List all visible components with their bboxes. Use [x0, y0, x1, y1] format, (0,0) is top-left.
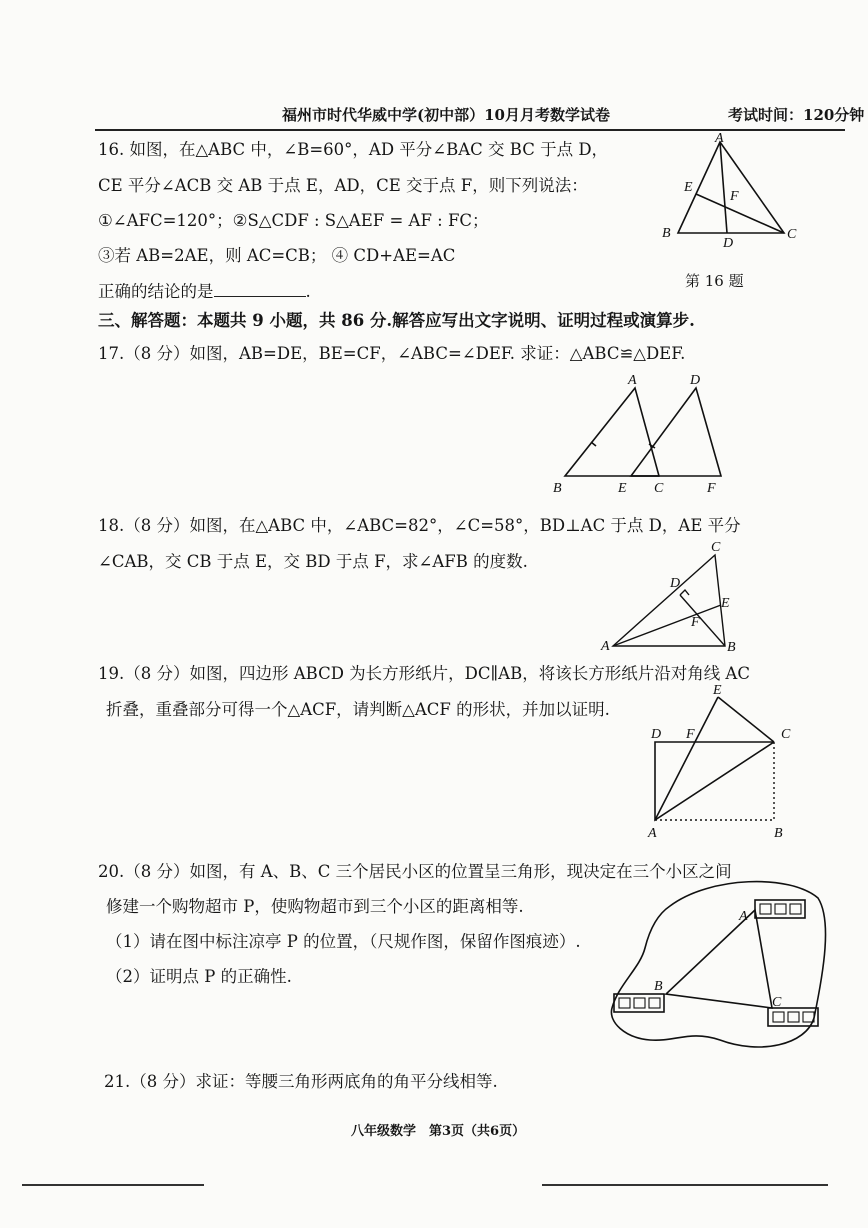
q20-line2: 修建一个购物超市 P，使购物超市到三个小区的距离相等. — [106, 897, 524, 916]
q20-block-a — [755, 900, 805, 918]
q19-label-b: B — [774, 826, 783, 841]
q20-label-c: C — [772, 995, 782, 1010]
q20-label-a: A — [739, 909, 748, 924]
q18-label-a: A — [601, 639, 610, 654]
q19-label-e: E — [713, 683, 722, 698]
q18-line1: 18.（8 分）如图，在△ABC 中，∠ABC=82°，∠C=58°，BD⊥AC 于点 D，AE 平分 — [98, 516, 741, 535]
q18-label-e: E — [721, 596, 730, 611]
q20-line1: 20.（8 分）如图，有 A、B、C 三个居民小区的位置呈三角形，现决定在三个小区之间 — [98, 862, 732, 881]
exam-title: 福州市时代华威中学(初中部）10月月考数学试卷 — [282, 106, 610, 124]
q18-segment-ae — [613, 605, 721, 646]
q19-line2: 折叠，重叠部分可得一个△ACF，请判断△ACF 的形状，并加以证明. — [106, 700, 610, 719]
q20-figure — [600, 870, 832, 1060]
q16-line2: CE 平分∠ACB 交 AB 于点 E，AD，CE 交于点 F，则下列说法： — [98, 176, 588, 195]
q16-label-e: E — [684, 180, 693, 195]
q21-text: 21.（8 分）求证：等腰三角形两底角的角平分线相等. — [104, 1072, 498, 1091]
q16-label-c: C — [787, 227, 797, 242]
q18-figure — [595, 535, 745, 660]
exam-time: 考试时间：120分钟 — [728, 106, 865, 124]
q19-label-f: F — [686, 727, 695, 742]
q16-answer-line — [98, 282, 311, 302]
q19-figure — [640, 680, 800, 845]
q16-label-a: A — [715, 131, 724, 146]
q20-block-c — [768, 1008, 818, 1026]
q17-label-f: F — [707, 481, 716, 495]
q17-label-d: D — [690, 373, 701, 388]
q19-label-a: A — [648, 826, 657, 841]
q19-rect-top-left — [655, 742, 774, 820]
q18-label-f: F — [691, 615, 700, 630]
q17-tick-ab — [591, 442, 596, 446]
q18-label-d: D — [670, 576, 681, 591]
q16-label-d: D — [723, 236, 734, 251]
q19-label-d: D — [651, 727, 662, 742]
q16-line1: 16. 如图，在△ABC 中，∠B=60°，AD 平分∠BAC 交 BC 于点 D， — [98, 140, 609, 159]
q19-segment-ec — [718, 697, 774, 742]
q18-label-b: B — [727, 640, 736, 655]
q20-triangle-abc — [666, 910, 772, 1008]
q16-caption: 第 16 题 — [685, 272, 744, 290]
q18-right-angle — [680, 590, 689, 595]
q16-line3: ①∠AFC=120°；②S△CDF : S△AEF = AF : FC； — [98, 211, 489, 230]
q17-text: 17.（8 分）如图，AB=DE，BE=CF，∠ABC=∠DEF. 求证：△ABC≌△DEF. — [98, 344, 686, 363]
q17-triangle-def — [631, 388, 721, 476]
q16-label-b: B — [662, 226, 671, 241]
q16-answer-end: . — [305, 282, 311, 301]
q17-label-a: A — [628, 373, 637, 388]
q16-triangle-abc — [678, 142, 784, 233]
q16-segment-ad — [720, 142, 727, 233]
q20-line3: （1）请在图中标注凉亭 P 的位置，（尺规作图，保留作图痕迹）. — [106, 932, 581, 951]
bottom-rule-left — [22, 1184, 204, 1186]
q16-answer-prompt: 正确的结论的是 — [98, 282, 214, 301]
q19-segment-ae — [655, 697, 718, 820]
q18-segment-bd — [680, 595, 725, 646]
q20-building-icons — [619, 904, 814, 1022]
q17-label-c: C — [654, 481, 664, 495]
q19-label-c: C — [781, 727, 791, 742]
q18-triangle-abc — [613, 555, 725, 646]
q17-label-e: E — [618, 481, 627, 495]
q20-line4: （2）证明点 P 的正确性. — [106, 967, 292, 986]
q18-label-c: C — [711, 540, 721, 555]
q16-line4: ③若 AB=2AE，则 AC=CB； ④ CD+AE=AC — [98, 246, 456, 265]
q16-label-f: F — [730, 189, 739, 204]
page-footer: 八年级数学 第3页（共6页） — [351, 1124, 526, 1139]
q20-block-b — [614, 994, 664, 1012]
q20-label-b: B — [654, 979, 663, 994]
q18-line2: ∠CAB，交 CB 于点 E，交 BD 于点 F，求∠AFB 的度数. — [98, 552, 528, 571]
q16-answer-blank — [214, 282, 306, 297]
bottom-rule-right — [542, 1184, 828, 1186]
q19-line1: 19.（8 分）如图，四边形 ABCD 为长方形纸片，DC∥AB，将该长方形纸片沿对角线 AC — [98, 664, 750, 683]
section-3-heading: 三、解答题：本题共 9 小题，共 86 分.解答应写出文字说明、证明过程或演算步. — [98, 311, 695, 330]
q16-figure — [650, 130, 800, 255]
q17-label-b: B — [553, 481, 562, 495]
q17-figure — [545, 370, 735, 495]
q17-triangle-abc — [565, 388, 659, 476]
